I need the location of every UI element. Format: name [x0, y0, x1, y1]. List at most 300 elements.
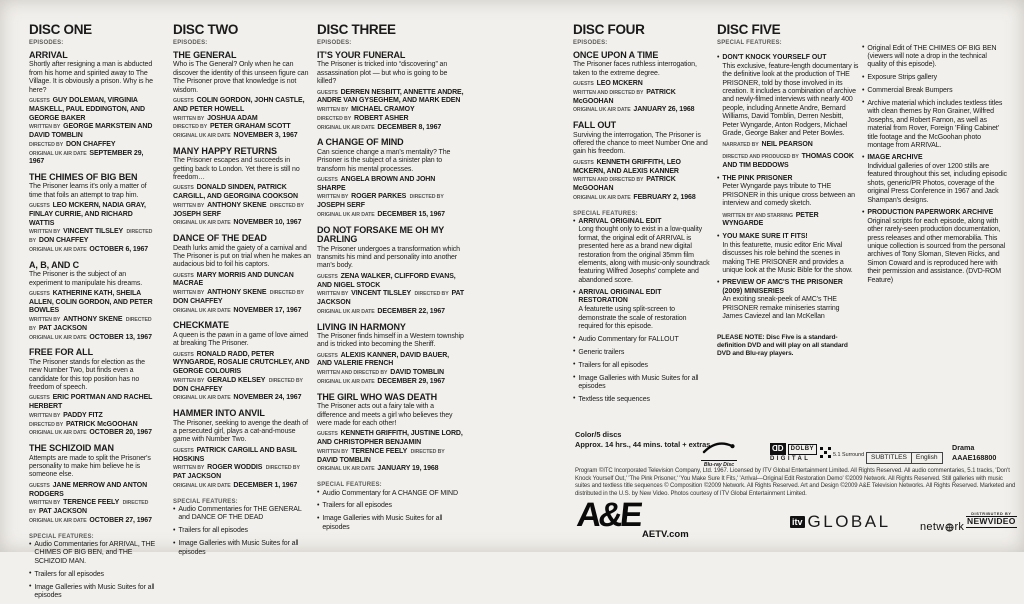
episode — [173, 234, 311, 315]
episode — [573, 51, 712, 115]
credit-label: WRITTEN BY — [29, 500, 61, 507]
feature-item — [862, 209, 1008, 285]
credit-line — [29, 334, 157, 343]
feature-title: YOU MAKE SURE IT FITS! — [722, 233, 808, 240]
credit-line — [722, 153, 859, 171]
newvideo-label: NEWVIDEO — [967, 516, 1016, 526]
feature-title: ARRIVAL ORIGINAL EDIT — [578, 217, 662, 225]
credit-value: ANGELA BROWN AND JOHN SHARPE — [317, 175, 436, 192]
credit-label: GUESTS — [29, 290, 50, 297]
credit-line — [173, 464, 311, 482]
credit-line — [573, 194, 712, 203]
bullet-icon: • — [29, 583, 32, 591]
feature-item — [862, 44, 1008, 70]
special-features-label: SPECIAL FEATURES: — [173, 498, 238, 505]
credit-value: PATRICK McGOOHAN — [573, 88, 676, 105]
bullet-icon: • — [573, 374, 576, 381]
credit-value: ANTHONY SKENE — [207, 201, 267, 209]
credit-value: LEO MCKERN — [596, 80, 643, 88]
credit-value: DECEMBER 22, 1967 — [377, 307, 445, 315]
credit-label: WRITTEN BY — [29, 317, 61, 324]
disc-title: DISC ONE — [29, 22, 92, 37]
network-logo — [920, 521, 964, 533]
credit-line — [573, 176, 712, 194]
episode-description: Surviving the interrogation, The Prisoner is offered the chance to meet Number One and gain his freedom. — [573, 131, 708, 156]
credit-value: PATRICK McGOOHAN — [65, 420, 138, 428]
credit-line — [29, 228, 157, 246]
episode-description: Shortly after resigning a man is abducted from his home and spirited away to The Village. It is obviously a prison. Why is he here? — [29, 61, 153, 94]
disc-title: DISC TWO — [173, 22, 239, 37]
credit-value: OCTOBER 13, 1967 — [89, 333, 152, 341]
additional-features-column — [862, 44, 1008, 289]
credit-value: KENNETH GRIFFITH, JUSTINE LORD, AND CHRISTOPHER BENJAMIN — [317, 430, 463, 447]
credit-line — [173, 123, 311, 132]
credit-label: DIRECTED BY — [265, 465, 300, 472]
credit-value: JOSEPH SERF — [173, 210, 221, 218]
feature-text: Original Edit of THE CHIMES OF BIG BEN (viewers will note a drop in the technical quality of this episode). — [867, 44, 997, 69]
bullet-icon: • — [573, 289, 576, 297]
credit-label: DIRECTED BY — [269, 290, 304, 297]
credit-line — [173, 184, 311, 202]
runtime: Approx. 14 hrs., 44 mins. total + extras — [575, 439, 711, 449]
credit-label: ORIGINAL UK AIR DATE — [173, 133, 231, 139]
episode — [29, 348, 157, 438]
itv-global-logo — [790, 512, 891, 532]
bullet-icon: • — [862, 44, 865, 51]
credit-value: DAVID TOMBLIN — [317, 456, 371, 464]
episode-description: Death lurks amid the gaiety of a carnival and The Prisoner is put on trial when he makes an audacious bid to foil his captors. — [173, 244, 311, 269]
credit-label: GUESTS — [29, 395, 50, 402]
tech-specs — [575, 430, 710, 450]
episode — [173, 147, 311, 228]
credit-value: GEORGE MARKSTEIN AND DAVID TOMBLIN — [29, 123, 153, 139]
feature-text: In this featurette, music editor Eric Mival discusses his role behind the scenes in making THE PRISONER and provides a unique look at the Music Bible for the show. — [722, 241, 853, 274]
feature-body — [722, 175, 859, 229]
credit-value: JANUARY 19, 1968 — [377, 465, 439, 473]
credit-value: DON CHAFFEY — [38, 237, 89, 245]
bullet-icon: • — [29, 540, 32, 548]
episode-title: THE GIRL WHO WAS DEATH — [317, 391, 437, 402]
credit-label: ORIGINAL UK AIR DATE — [573, 107, 631, 114]
feature-body — [867, 99, 1008, 150]
credit-line — [173, 482, 311, 491]
feature-body — [867, 74, 1008, 83]
credit-line — [173, 115, 311, 124]
credit-label: GUESTS — [573, 159, 594, 166]
aetv-url: AETV.com — [642, 529, 689, 540]
feature-body — [34, 570, 157, 579]
episode-description: The Prisoner stands for election as the new Number Two, but finds even a candidate for this top position has no freedom of speech. — [29, 358, 145, 392]
credit-value: KENNETH GRIFFITH, LEO MCKERN, AND ALEXIS KANNER — [573, 158, 681, 175]
credit-line — [173, 272, 311, 290]
credit-value: THOMAS COOK AND TIM BEDDOWS — [722, 153, 854, 169]
credit-value: ERIC PORTMAN AND RACHEL HERBERT — [29, 394, 153, 411]
credit-value: OCTOBER 6, 1967 — [89, 245, 149, 253]
network-text-right: rk — [954, 521, 965, 533]
bullet-icon: • — [573, 348, 576, 356]
credit-label: GUESTS — [173, 351, 194, 358]
speaker-grid-icon — [820, 447, 831, 458]
credit-label: GUESTS — [29, 98, 50, 104]
credit-label: ORIGINAL UK AIR DATE — [173, 307, 231, 314]
credit-label: GUESTS — [317, 176, 338, 183]
feature-text: Trailers for all episodes — [34, 570, 104, 578]
feature-item — [317, 489, 465, 498]
episode-description: The Prisoner undergoes a transformation which transmits his mind and personality into another man's body. — [317, 245, 460, 270]
credit-line — [317, 290, 465, 308]
episode-title: DO NOT FORSAKE ME OH MY DARLING — [317, 224, 445, 245]
credit-value: JOSHUA ADAM — [207, 114, 258, 122]
feature-item — [862, 87, 1008, 96]
catalog-number: AAAE168800 — [952, 452, 997, 462]
feature-body — [322, 489, 465, 498]
feature-text: Image Galleries with Music Suites for all episodes — [578, 374, 699, 390]
subtitles-label: SUBTITLES — [866, 452, 912, 464]
genre-label: Drama — [952, 443, 975, 452]
credit-line — [29, 517, 157, 526]
credit-label: GUESTS — [317, 431, 338, 438]
bullet-icon: • — [173, 539, 176, 547]
credit-value: JOSEPH SERF — [317, 202, 365, 210]
credit-label: WRITTEN AND DIRECTED BY — [317, 370, 388, 377]
credit-line — [29, 150, 157, 168]
credit-line — [173, 447, 311, 465]
credit-label: ORIGINAL UK AIR DATE — [317, 308, 375, 315]
feature-text: An exciting sneak-peek of AMC's THE PRISONER remake miniseries starring James Caviezel and Ian McKellan — [722, 296, 840, 321]
credit-value: NEIL PEARSON — [761, 141, 813, 149]
credit-label: DIRECTED BY — [410, 448, 445, 455]
credit-value: ALEXIS KANNER, DAVID BAUER, AND VALERIE FRENCH — [317, 351, 449, 368]
episode-title: HAMMER INTO ANVIL — [173, 408, 265, 419]
episode-description: The Prisoner acts out a fairy tale with a difference and meets a girl who believes they were made for each other! — [317, 403, 453, 427]
feature-item — [173, 527, 311, 536]
special-features-label: SPECIAL FEATURES: — [573, 210, 638, 217]
credit-line — [29, 97, 157, 123]
feature-body — [722, 54, 859, 171]
credit-label: ORIGINAL UK AIR DATE — [29, 517, 87, 524]
episode-title: MANY HAPPY RETURNS — [173, 145, 277, 156]
credit-line — [317, 124, 465, 133]
feature-text: Image Galleries with Music Suites for all episodes — [178, 540, 299, 556]
network-text-left: netw — [920, 521, 945, 533]
bullet-icon: • — [717, 54, 720, 61]
credit-line — [317, 465, 465, 474]
credit-line — [173, 394, 311, 403]
credit-line — [173, 377, 311, 395]
credit-value: ROBERT ASHER — [353, 114, 409, 122]
credit-label: ORIGINAL UK AIR DATE — [317, 378, 375, 385]
episode-title: THE SCHIZOID MAN — [29, 443, 114, 454]
credit-line — [317, 308, 465, 317]
episode-title: DANCE OF THE DEAD — [173, 233, 267, 244]
credit-line — [173, 219, 311, 228]
credit-label: DIRECTED BY — [409, 194, 444, 201]
feature-text: Trailers for all episodes — [578, 361, 648, 369]
bullet-icon: • — [173, 526, 176, 534]
feature-item — [29, 583, 157, 600]
credit-label: DIRECTED BY — [173, 124, 208, 131]
episode-title: A, B, AND C — [29, 259, 80, 270]
episode — [29, 261, 157, 343]
feature-text: Commercial Break Bumpers — [867, 87, 953, 95]
credit-value: COLIN GORDON, JOHN CASTLE, AND PETER HOWELL — [173, 97, 305, 113]
credit-label: GUESTS — [29, 203, 50, 210]
credit-value: PETER GRAHAM SCOTT — [209, 123, 291, 131]
credit-line — [573, 80, 712, 89]
genre-catalog — [952, 443, 996, 462]
credit-value: SEPTEMBER 29, 1967 — [29, 149, 144, 166]
feature-text: Trailers for all episodes — [322, 502, 392, 510]
credit-value: DON CHAFFEY — [173, 297, 223, 305]
credit-value: DAVID TOMBLIN — [390, 369, 444, 377]
disc-column-1 — [29, 22, 157, 604]
credit-line — [173, 351, 311, 377]
bullet-icon: • — [573, 217, 576, 225]
disc-column-5 — [717, 22, 859, 358]
bullet-icon: • — [862, 73, 865, 81]
episode-description: The Prisoner learns it's only a matter of time that foils an attempt to trap him. — [29, 183, 147, 199]
credit-line — [173, 97, 311, 115]
credit-label: ORIGINAL UK AIR DATE — [317, 466, 375, 473]
episode-title: A CHANGE OF MIND — [317, 137, 404, 148]
feature-title: DON'T KNOCK YOURSELF OUT — [722, 54, 827, 61]
feature-body — [178, 540, 311, 557]
credit-value: DECEMBER 8, 1967 — [377, 123, 442, 131]
episode-description: Attempts are made to split the Prisoner's personality to make him believe he is someone else. — [29, 454, 151, 479]
credit-label: DIRECTED BY — [414, 291, 449, 298]
credit-value: PETER WYNGARDE — [722, 211, 819, 228]
globe-icon — [945, 523, 954, 532]
credit-value: FEBRUARY 2, 1968 — [633, 193, 696, 201]
credit-label: DIRECTED BY — [269, 202, 304, 209]
feature-text: Archive material which includes textless titles with clean themes by Ron Grainer, Wilfred Josephs, and Robert Farnon, as well as material from Rover, Foreign 'Filing Cabinet' title footage and the McGoohan photo montage from ARRIVAL. — [867, 99, 1003, 149]
credit-label: WRITTEN AND DIRECTED BY — [573, 177, 644, 184]
bullet-icon: • — [29, 570, 32, 578]
credit-value: PAT JACKSON — [38, 508, 87, 516]
credit-label: GUESTS — [173, 447, 194, 454]
feature-body — [578, 395, 712, 404]
feature-text: A featurette using split-screen to demonstrate the scale of restoration required for this episode. — [578, 306, 687, 330]
episode — [173, 321, 311, 403]
bullet-icon: • — [573, 395, 576, 403]
credit-line — [173, 289, 311, 307]
credit-label: GUESTS — [173, 272, 194, 279]
credit-label: DIRECTED BY — [29, 317, 152, 332]
credit-value: ZENA WALKER, CLIFFORD EVANS, AND NIGEL STOCK — [317, 272, 456, 289]
credit-line — [29, 141, 157, 150]
credit-value: PATRICK CARGILL AND BASIL HOSKINS — [173, 446, 297, 463]
bullet-icon: • — [862, 86, 865, 94]
disc-title: DISC FIVE — [717, 22, 781, 37]
disc-column-2 — [173, 22, 311, 561]
credit-line — [29, 316, 157, 334]
feature-text: Exposure Strips gallery — [867, 74, 938, 82]
credit-line — [29, 412, 157, 421]
episode-description: The Prisoner is the subject of an experiment to manipulate his dreams. — [29, 271, 143, 287]
credit-label: ORIGINAL UK AIR DATE — [173, 482, 231, 489]
credit-value: PADDY FITZ — [63, 411, 103, 419]
credit-label: NARRATED BY — [722, 142, 759, 149]
feature-item — [173, 540, 311, 557]
credit-label: ORIGINAL UK AIR DATE — [317, 211, 375, 218]
bullet-icon: • — [717, 279, 720, 287]
dolby-digital-label: DIGITAL — [770, 456, 811, 462]
feature-text: Peter Wyngarde pays tribute to THE PRISONER in this unique cross between an interview and comedy sketch. — [722, 183, 855, 208]
credit-label: WRITTEN BY — [173, 465, 205, 472]
credit-line — [29, 246, 157, 255]
credit-line — [173, 202, 311, 220]
feature-text: Audio Commentary for A CHANGE OF MIND — [322, 489, 458, 497]
episode-title: FALL OUT — [573, 120, 617, 131]
credit-label: WRITTEN BY — [29, 412, 61, 419]
credit-value: DON CHAFFEY — [65, 140, 116, 148]
episode-description: The Prisoner escapes and succeeds in getting back to London. Yet there is still no freedom… — [173, 157, 300, 181]
feature-text: Long thought only to exist in a low-quality format, the original edit of ARRIVAL is presented here as a brand new digital restoration from the original 35mm film elements, along with music-only soundtrack featuring Wilfred Josephs' complete and abandoned score. — [578, 226, 710, 284]
feature-item — [573, 361, 712, 370]
episode-title: ONCE UPON A TIME — [573, 50, 659, 60]
credit-line — [573, 89, 712, 107]
credit-label: ORIGINAL UK AIR DATE — [29, 246, 87, 253]
feature-body — [322, 515, 465, 532]
credit-value: TERENCE FEELY — [351, 447, 408, 455]
feature-text: Image Galleries with Music Suites for all episodes — [34, 583, 155, 599]
episode-description: The Prisoner is tricked into “discovering” an assassination plot — but who is going to be killed? — [317, 61, 448, 86]
special-features — [29, 534, 157, 601]
episode — [29, 444, 157, 525]
credit-label: DIRECTED BY — [29, 229, 153, 245]
credit-value: MICHAEL CRAMOY — [351, 106, 415, 114]
credit-value: KATHERINE KATH, SHEILA ALLEN, COLIN GORDON, AND PETER BOWLES — [29, 289, 153, 315]
credit-value: ANTHONY SKENE — [63, 316, 123, 324]
feature-body — [722, 279, 859, 321]
credit-line — [29, 394, 157, 412]
credit-value: PAT JACKSON — [38, 324, 87, 332]
feature-item — [573, 335, 712, 344]
disc-note: PLEASE NOTE: Disc Five is a standard-definition DVD and will play on all standard DVD and Blu-ray players. — [717, 333, 848, 358]
credit-line — [29, 290, 157, 316]
credit-label: ORIGINAL UK AIR DATE — [573, 194, 631, 201]
bullet-icon: • — [317, 501, 320, 509]
credit-label: GUESTS — [317, 352, 338, 359]
credit-label: WRITTEN BY — [173, 377, 205, 384]
episode — [317, 323, 465, 387]
feature-title: THE PINK PRISONER — [722, 174, 793, 182]
credit-label: WRITTEN BY — [173, 115, 205, 122]
feature-item — [573, 348, 712, 357]
newvideo-logo — [966, 512, 1017, 528]
feature-item — [862, 154, 1008, 205]
credit-line — [317, 89, 465, 107]
feature-text: Image Galleries with Music Suites for all episodes — [322, 515, 443, 531]
surround-label: 5.1 Surround — [833, 452, 865, 458]
episode — [29, 173, 157, 255]
disc-column-4 — [573, 22, 712, 408]
credit-value: VINCENT TILSLEY — [63, 228, 124, 236]
feature-item — [573, 374, 712, 391]
bullet-icon: • — [317, 514, 320, 522]
disc-title: DISC THREE — [317, 22, 396, 37]
episode-description: The Prisoner faces ruthless interrogation, taken to the extreme degree. — [573, 61, 697, 77]
episode-title: THE GENERAL — [173, 50, 237, 60]
credit-label: DIRECTED BY — [268, 377, 303, 384]
bullet-icon: • — [717, 233, 720, 240]
credit-value: DECEMBER 15, 1967 — [377, 210, 445, 218]
feature-item — [573, 395, 712, 404]
credit-value: PATRICK McGOOHAN — [573, 176, 676, 193]
credit-label: DIRECTED BY — [29, 141, 64, 148]
special-features-label: SPECIAL FEATURES: — [317, 482, 382, 489]
distributed-by-label: DISTRIBUTED BY — [971, 512, 1012, 516]
credit-label: ORIGINAL UK AIR DATE — [29, 150, 87, 157]
feature-item — [862, 74, 1008, 83]
feature-body — [578, 218, 712, 286]
credit-label: WRITTEN BY — [317, 107, 349, 114]
credit-value: DERREN NESBITT, ANNETTE ANDRE, ANDRE VAN GYSEGHEM, AND MARK EDEN — [317, 88, 464, 105]
itv-box-logo: itv — [792, 517, 803, 527]
feature-item — [573, 289, 712, 331]
feature-body — [178, 506, 311, 523]
episode — [173, 409, 311, 490]
credit-value: DECEMBER 29, 1967 — [377, 377, 445, 385]
credit-line — [722, 212, 859, 230]
special-features — [717, 54, 859, 322]
surround-51-logo — [820, 447, 864, 458]
credit-value: VINCENT TILSLEY — [351, 290, 412, 298]
feature-body — [867, 154, 1008, 205]
episode — [29, 51, 157, 167]
credit-value: DON CHAFFEY — [173, 385, 223, 393]
feature-text: Original scripts for each episode, along with other rarely-seen production documentation, press releases and other memorabilia. This unique collection is sourced from the personal archives of Tony Sloman, Steven Ricks, and Simon Coward and is reproduced here with their permission and assistance. (DVD-ROM Feature) — [867, 217, 1006, 284]
feature-title: ARRIVAL ORIGINAL EDIT RESTORATION — [578, 289, 662, 305]
credit-value: JANUARY 26, 1968 — [633, 106, 695, 114]
episode-title: THE CHIMES OF BIG BEN — [29, 172, 138, 182]
feature-title: PREVIEW OF AMC'S THE PRISONER (2009) MINISERIES — [722, 279, 843, 295]
credit-value: DECEMBER 1, 1967 — [233, 481, 298, 489]
feature-body — [578, 374, 712, 391]
credit-label: GUESTS — [573, 81, 594, 88]
credit-line — [317, 176, 465, 194]
feature-item — [29, 541, 157, 567]
credit-value: PAT JACKSON — [173, 473, 222, 481]
credit-value: GERALD KELSEY — [207, 376, 266, 384]
section-label: EPISODES: — [317, 40, 352, 46]
bullet-icon: • — [173, 505, 176, 513]
feature-body — [578, 361, 712, 370]
credit-value: NOVEMBER 24, 1967 — [233, 394, 302, 402]
credit-line — [317, 115, 465, 124]
feature-item — [717, 54, 859, 171]
feature-item — [717, 279, 859, 321]
bluray-swoosh-icon — [701, 442, 737, 454]
feature-item — [573, 218, 712, 286]
feature-body — [578, 348, 712, 357]
credit-label: WRITTEN BY — [173, 290, 205, 297]
episode — [317, 226, 465, 317]
section-label: EPISODES: — [29, 40, 64, 46]
episode-title: IT'S YOUR FUNERAL — [317, 50, 406, 60]
feature-text: Trailers for all episodes — [178, 527, 248, 535]
credit-value: NOVEMBER 10, 1967 — [233, 219, 302, 227]
section-label: EPISODES: — [573, 40, 608, 46]
credit-line — [317, 352, 465, 370]
bluray-label: Blu-ray Disc — [701, 460, 737, 468]
episode — [573, 121, 712, 202]
feature-item — [29, 570, 157, 579]
feature-item — [717, 233, 859, 275]
special-features — [317, 482, 465, 532]
credit-label: WRITTEN BY — [29, 124, 61, 131]
credit-line — [573, 106, 712, 115]
